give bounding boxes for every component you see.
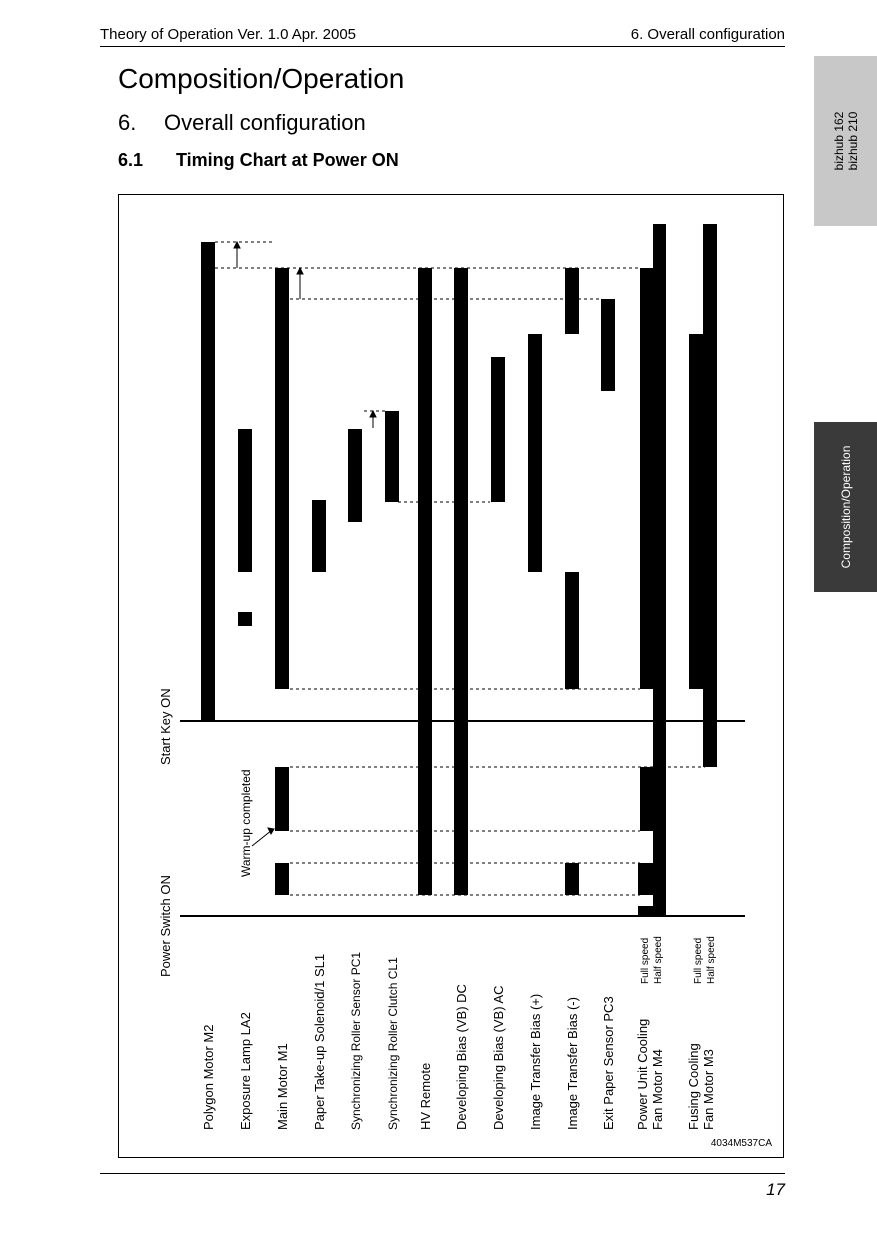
bar-exit-sensor bbox=[601, 299, 615, 391]
bar-transfer-minus-1 bbox=[565, 268, 579, 334]
bar-transfer-minus-3 bbox=[565, 863, 579, 895]
label-polygon-motor: Polygon Motor M2 bbox=[201, 1024, 216, 1130]
chapter-tab-text: Composition/Operation bbox=[838, 445, 853, 569]
bar-sync-sensor bbox=[348, 429, 362, 522]
label-fan-m4-line1: Power Unit Cooling bbox=[635, 1018, 650, 1130]
running-header-left: Theory of Operation Ver. 1.0 Apr. 2005 bbox=[100, 26, 357, 43]
bar-fan-m3-full bbox=[689, 334, 703, 689]
section-title: Overall configuration bbox=[164, 110, 366, 135]
label-warmup-completed: Warm-up completed bbox=[239, 769, 253, 877]
bar-main-motor-3 bbox=[275, 863, 289, 895]
bar-exposure-lamp-2 bbox=[238, 612, 252, 626]
bar-sync-clutch bbox=[385, 411, 399, 502]
label-hv-remote: HV Remote bbox=[418, 1062, 433, 1130]
bar-fan-m4-full-3 bbox=[638, 863, 653, 895]
label-main-motor: Main Motor M1 bbox=[275, 1043, 290, 1130]
bar-fan-m4-full-4 bbox=[638, 906, 653, 916]
timing-bars bbox=[201, 224, 717, 916]
label-power-switch-on: Power Switch ON bbox=[158, 875, 173, 977]
subsection-title: Timing Chart at Power ON bbox=[176, 150, 399, 170]
label-exposure-lamp: Exposure Lamp LA2 bbox=[238, 1012, 253, 1130]
bar-main-motor-1 bbox=[275, 268, 289, 689]
label-fan-m3-line2: Fan Motor M3 bbox=[701, 1049, 716, 1130]
label-start-key-on: Start Key ON bbox=[158, 688, 173, 765]
label-fan-m3-line1: Fusing Cooling bbox=[686, 1043, 701, 1130]
bar-fan-m4-full-2 bbox=[640, 767, 653, 831]
label-m3-half-speed: Half speed bbox=[706, 936, 717, 984]
model-line-1: bizhub 162 bbox=[831, 111, 846, 171]
bar-fan-m3-half bbox=[703, 224, 717, 767]
bar-paper-takeup bbox=[312, 500, 326, 572]
label-m4-full-speed: Full speed bbox=[640, 937, 651, 984]
page-number: 17 bbox=[766, 1180, 785, 1199]
bar-exposure-lamp-1 bbox=[238, 429, 252, 572]
label-paper-takeup: Paper Take-up Solenoid/1 SL1 bbox=[312, 953, 327, 1130]
figure-code: 4034M537CA bbox=[710, 1138, 772, 1149]
delay-arrows bbox=[234, 242, 376, 846]
page-title: Composition/Operation bbox=[118, 63, 405, 94]
speed-labels bbox=[640, 936, 717, 984]
model-line-2: bizhub 210 bbox=[845, 111, 860, 171]
bar-fan-m4-half bbox=[653, 224, 666, 916]
bar-transfer-minus-2 bbox=[565, 572, 579, 689]
bar-dev-bias-dc bbox=[454, 268, 468, 895]
label-exit-sensor: Exit Paper Sensor PC3 bbox=[601, 996, 616, 1130]
label-sync-clutch: Synchronizing Roller Clutch CL1 bbox=[386, 957, 400, 1130]
bar-dev-bias-ac bbox=[491, 357, 505, 502]
bar-main-motor-2 bbox=[275, 767, 289, 831]
footer-rule bbox=[100, 1173, 785, 1174]
label-transfer-minus: Image Transfer Bias (-) bbox=[565, 997, 580, 1130]
subsection-number: 6.1 bbox=[118, 150, 144, 170]
section-number: 6. bbox=[118, 110, 137, 135]
event-labels bbox=[158, 688, 253, 977]
label-m3-full-speed: Full speed bbox=[693, 937, 704, 984]
bar-hv-remote bbox=[418, 268, 432, 895]
label-dev-bias-dc: Developing Bias (VB) DC bbox=[454, 984, 469, 1130]
label-transfer-plus: Image Transfer Bias (+) bbox=[528, 993, 543, 1130]
label-dev-bias-ac: Developing Bias (VB) AC bbox=[491, 985, 506, 1130]
bar-transfer-plus bbox=[528, 334, 542, 572]
bar-polygon-motor bbox=[201, 242, 215, 721]
running-header-right: 6. Overall configuration bbox=[630, 26, 785, 43]
label-fan-m4-line2: Fan Motor M4 bbox=[650, 1049, 665, 1130]
label-sync-sensor: Synchronizing Roller Sensor PC1 bbox=[349, 951, 363, 1130]
label-m4-half-speed: Half speed bbox=[653, 936, 664, 984]
component-labels bbox=[201, 952, 716, 1130]
bar-fan-m4-full-1 bbox=[640, 268, 653, 689]
